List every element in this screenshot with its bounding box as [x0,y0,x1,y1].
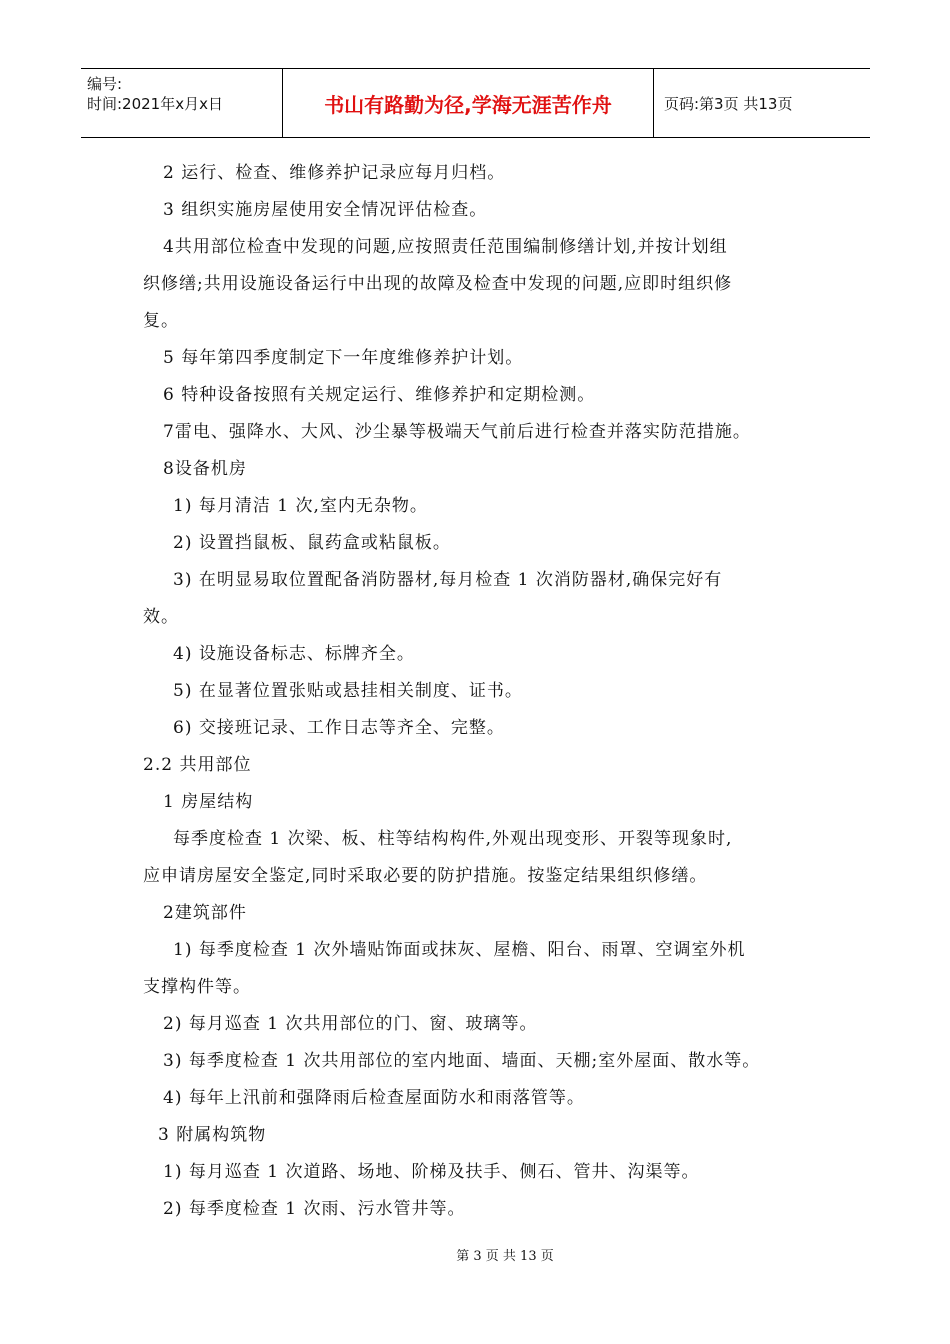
header-motto: 书山有路勤为径,学海无涯苦作舟 [283,69,654,137]
body-line: 2) 每月巡查 1 次共用部位的门、窗、玻璃等。 [163,1014,538,1034]
body-line: 1) 每月清洁 1 次,室内无杂物。 [173,496,428,516]
body-line: 织修缮;共用设施设备运行中出现的故障及检查中发现的问题,应即时组织修 [143,274,733,294]
doc-number-label: 编号: [87,75,123,93]
body-line: 4) 设施设备标志、标牌齐全。 [173,644,415,664]
header-page-info: 页码:第3页 共13页 [664,94,793,113]
body-line: 2建筑部件 [163,903,247,923]
page-header [81,68,870,138]
body-line: 1) 每月巡查 1 次道路、场地、阶梯及扶手、侧石、管井、沟渠等。 [163,1162,700,1182]
body-line: 3 附属构筑物 [158,1125,267,1145]
body-line: 应申请房屋安全鉴定,同时采取必要的防护措施。按鉴定结果组织修缮。 [143,866,708,886]
body-line: 1) 每季度检查 1 次外墙贴饰面或抹灰、屋檐、阳台、雨罩、空调室外机 [173,940,746,960]
body-line: 8设备机房 [163,459,247,479]
body-line: 3 组织实施房屋使用安全情况评估检查。 [163,200,488,220]
body-line: 每季度检查 1 次梁、板、柱等结构构件,外观出现变形、开裂等现象时, [173,829,733,849]
body-line: 6) 交接班记录、工作日志等齐全、完整。 [173,718,505,738]
body-line: 2) 设置挡鼠板、鼠药盒或粘鼠板。 [173,533,451,553]
body-line: 5) 在显著位置张贴或悬挂相关制度、证书。 [173,681,523,701]
body-line: 3) 在明显易取位置配备消防器材,每月检查 1 次消防器材,确保完好有 [173,570,723,590]
document-body [143,155,833,1228]
doc-date-label: 时间:2021年x月x日 [87,95,223,113]
body-line: 效。 [143,607,179,627]
body-line: 7雷电、强降水、大风、沙尘暴等极端天气前后进行检查并落实防范措施。 [163,422,751,442]
body-line: 复。 [143,311,179,331]
body-line: 2) 每季度检查 1 次雨、污水管井等。 [163,1199,466,1219]
body-line: 4) 每年上汛前和强降雨后检查屋面防水和雨落管等。 [163,1088,585,1108]
body-line: 6 特种设备按照有关规定运行、维修养护和定期检测。 [163,385,596,405]
header-meta [81,69,283,137]
body-line: 2 运行、检查、维修养护记录应每月归档。 [163,163,506,183]
body-line: 4共用部位检查中发现的问题,应按照责任范围编制修缮计划,并按计划组 [163,237,728,257]
body-line: 支撑构件等。 [143,977,251,997]
page-footer: 第 3 页 共 13 页 [456,1249,554,1264]
body-line: 5 每年第四季度制定下一年度维修养护计划。 [163,348,524,368]
body-line: 3) 每季度检查 1 次共用部位的室内地面、墙面、天棚;室外屋面、散水等。 [163,1051,761,1071]
body-line: 1 房屋结构 [163,792,254,812]
section-heading: 2.2 共用部位 [143,755,252,775]
